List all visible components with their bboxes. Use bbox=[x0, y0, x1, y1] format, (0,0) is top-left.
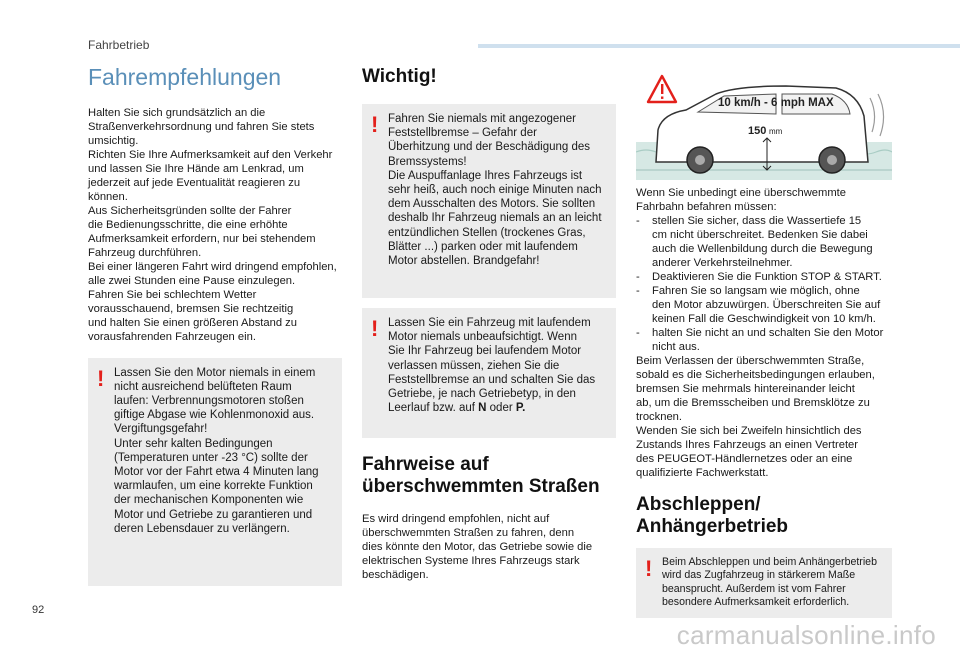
page-title: Fahrempfehlungen bbox=[88, 64, 282, 90]
speed-label: 10 km/h - 6 mph MAX bbox=[718, 97, 834, 109]
page-number: 92 bbox=[32, 604, 45, 616]
flooded-roads-title: Fahrweise auf überschwemmten Straßen bbox=[362, 454, 600, 497]
exclamation-icon: ! bbox=[371, 316, 379, 341]
flooded-intro: Wenn Sie unbedingt eine überschwemmte Fahrbahn befahren müssen: bbox=[636, 187, 846, 213]
warning-box-parking-brake bbox=[362, 104, 616, 298]
column-flooded-instructions bbox=[636, 186, 892, 618]
flooded-steps-list bbox=[636, 214, 892, 354]
column-driving-tips bbox=[88, 64, 342, 586]
important-title: Wichtig! bbox=[362, 66, 437, 87]
exclamation-icon: ! bbox=[645, 555, 653, 581]
front-hub bbox=[695, 155, 705, 165]
watermark: carmanualsonline.info bbox=[676, 620, 936, 650]
flooded-road-illustration bbox=[636, 74, 892, 180]
gear-n: N bbox=[478, 402, 487, 415]
list-item: - Deaktivieren Sie die Funktion STOP & START. bbox=[636, 270, 892, 284]
column-important bbox=[362, 64, 616, 582]
section-label: Fahrbetrieb bbox=[88, 38, 150, 52]
exclamation-icon: ! bbox=[371, 112, 379, 137]
towing-title: Abschleppen/ Anhängerbetrieb bbox=[636, 494, 789, 537]
list-item: - halten Sie nicht an und schalten Sie den Motor nicht aus. bbox=[636, 326, 892, 354]
exclamation-icon: ! bbox=[97, 365, 105, 391]
warning-box-unattended bbox=[362, 308, 616, 438]
driving-tips-text: Halten Sie sich grundsätzlich an die Straßenverkehrsordnung und fahren Sie stets umsichtig. Richten Sie Ihre Aufmerksamkeit auf den Verkehr und lassen Sie Ihre Hände am Lenkrad, um jederzeit auf jede Eventualität reagieren zu können. Aus Sicherheitsgründen sollte der Fahrer die Bedienungsschritte, die eine erhöhte Aufmerksamkeit erfordern, nur bei stehendem Fahrzeug durchführen. Bei einer längeren Fahrt wird dringend empfohlen, alle zwei Stunden eine Pause einzulegen. Fahren Sie bei schlechtem Wetter vorausschauend, bremsen Sie rechtzeitig und halten Sie einen größeren Abstand zu vorausfahrenden Fahrzeugen ein. bbox=[88, 106, 337, 343]
list-item: - Fahren Sie so langsam wie möglich, ohne den Motor abzuwürgen. Überschreiten Sie auf keinen Fall die Geschwindigkeit von 10 km/h. bbox=[636, 284, 892, 326]
depth-value: 150 bbox=[748, 125, 767, 137]
rear-hub bbox=[827, 155, 837, 165]
warning-text-towing: Beim Abschleppen und beim Anhängerbetrieb wird das Zugfahrzeug in stärkerem Maße beansprucht. Außerdem ist vom Fahrer besondere Aufmerksamkeit erforderlich. bbox=[662, 555, 877, 608]
triangle-mark-bar bbox=[661, 84, 663, 94]
motion-lines bbox=[870, 94, 884, 136]
after-flood-text: Beim Verlassen der überschwemmten Straße, sobald es die Sicherheitsbedingungen erlauben, bremsen Sie mehrmals hintereinander leicht ab, um die Bremsscheiben und Bremsklötze zu trocknen. Wenden Sie sich bei Zweifeln hinsichtlich des Zustands Ihres Fahrzeugs an einen Vertreter des PEUGEOT-Händlernetzes oder an eine qualifizierte Fachwerkstatt. bbox=[636, 355, 875, 479]
list-item: - stellen Sie sicher, dass die Wassertiefe 15 cm nicht überschreitet. Bedenken Sie dabei auch die Wellenbildung durch die Bewegung anderer Verkehrsteilnehmer. bbox=[636, 214, 892, 270]
warning-box-towing bbox=[636, 548, 892, 618]
triangle-mark-dot bbox=[661, 97, 663, 99]
warning-text-parking-brake: Fahren Sie niemals mit angezogener Feststellbremse – Gefahr der Überhitzung und der Beschädigung des Bremssystems! Die Auspuffanlage Ihres Fahrzeugs ist sehr heiß, auch noch einige Minuten nach dem Ausschalten des Motors. Sie sollten deshalb Ihr Fahrzeug niemals an an leicht entzündlichen Stellen (trockenes Gras, Blätter ...) parken oder mit laufendem Motor abstellen. Brandgefahr! bbox=[388, 113, 602, 268]
depth-unit: mm bbox=[769, 127, 783, 136]
warning-box-ventilation bbox=[88, 358, 342, 586]
gear-p: P. bbox=[515, 402, 526, 415]
header-bar bbox=[478, 44, 960, 48]
warning-text-ventilation: Lassen Sie den Motor niemals in einem nicht ausreichend belüfteten Raum laufen: Verbrennungsmotoren stoßen giftige Abgase wie Kohlenmonoxid aus. Vergiftungsgefahr! Unter sehr kalten Bedingungen (Temperaturen unter -23 °C) sollte der Motor vor der Fahrt etwa 4 Minuten lang warmlaufen, um eine korrekte Funktion der mechanischen Komponenten wie Motor und Getriebe zu garantieren und deren Lebensdauer zu verlängern. bbox=[114, 366, 319, 535]
warning-text-unattended: Lassen Sie ein Fahrzeug mit laufendem Motor niemals unbeaufsichtigt. Wenn Sie Ihr Fahrzeug bei laufendem Motor verlassen müssen, ziehen Sie die Feststellbremse an und schalten Sie das Getriebe, je nach Getriebetyp, in den Leerlauf bzw. auf N oder P. bbox=[388, 317, 596, 415]
flooded-roads-text: Es wird dringend empfohlen, nicht auf überschwemmten Straßen zu fahren, denn dies könnte den Motor, das Getriebe sowie die elektrischen Systeme Ihres Fahrzeugs stark beschädigen. bbox=[362, 512, 593, 581]
